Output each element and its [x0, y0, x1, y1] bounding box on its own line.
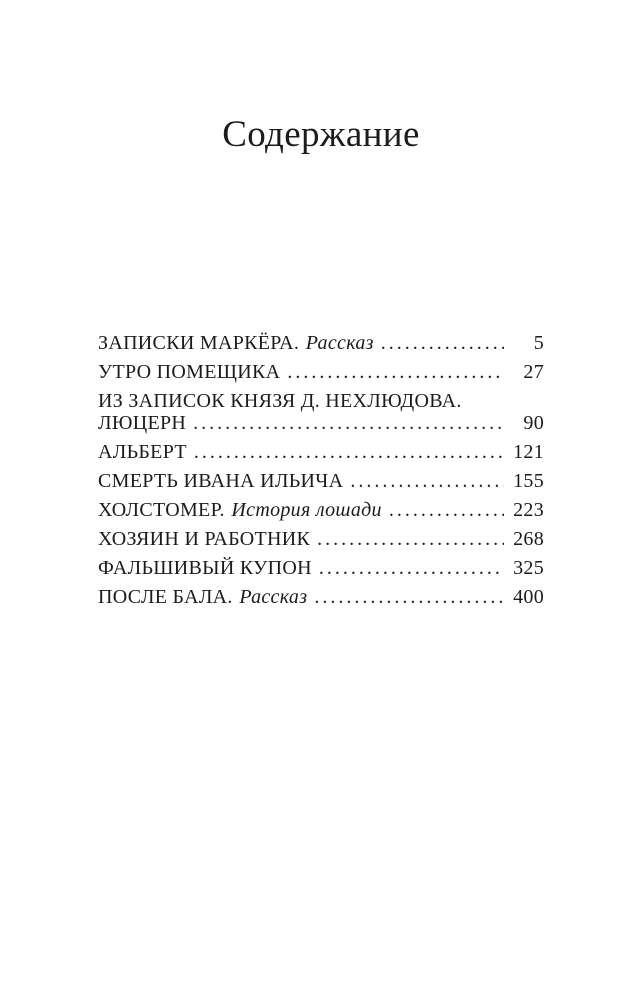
toc-entry-title-text: ХОЗЯИН И РАБОТНИК	[98, 527, 311, 550]
toc-entry-line	[98, 470, 544, 492]
toc-entry-page-number: 400	[513, 585, 544, 608]
toc-entry	[98, 499, 544, 521]
toc-entry-title	[98, 528, 310, 550]
toc-entry-title-text: ЛЮЦЕРН	[98, 411, 187, 434]
toc-entry-line	[98, 557, 544, 579]
toc-entry	[98, 586, 544, 608]
toc-entry	[98, 332, 544, 354]
toc-entry-subtitle: Рассказ	[239, 585, 308, 608]
toc-entry-page-number: 90	[523, 411, 544, 434]
dot-leader	[381, 332, 504, 354]
toc-entry-title	[98, 412, 186, 434]
dot-leader	[319, 557, 504, 579]
toc-entry	[98, 441, 544, 463]
dot-leader	[317, 528, 504, 550]
toc-entry-page-number: 325	[513, 556, 544, 579]
dot-leader	[350, 470, 504, 492]
toc-entry-title	[98, 332, 374, 354]
toc-entry-subtitle: История лошади	[231, 498, 382, 521]
toc-entry-title-text: СМЕРТЬ ИВАНА ИЛЬИЧА	[98, 469, 344, 492]
toc-list	[98, 332, 544, 608]
toc-entry-page-number: 268	[513, 527, 544, 550]
toc-entry-line	[98, 586, 544, 608]
dot-leader	[194, 441, 504, 463]
toc-entry-subtitle: Рассказ	[305, 331, 374, 354]
toc-entry-line	[98, 361, 544, 383]
toc-entry	[98, 528, 544, 550]
toc-entry-page-number: 223	[513, 498, 544, 521]
toc-entry-title-text: УТРО ПОМЕЩИКА	[98, 360, 281, 383]
toc-entry-title-text: ФАЛЬШИВЫЙ КУПОН	[98, 556, 312, 579]
dot-leader	[314, 586, 504, 608]
toc-entry-line	[98, 441, 544, 463]
toc-entry-line	[98, 332, 544, 354]
dot-leader	[389, 499, 504, 521]
toc-entry-title	[98, 586, 307, 608]
toc-entry-title-text: ПОСЛЕ БАЛА.	[98, 585, 233, 608]
toc-entry	[98, 557, 544, 579]
toc-entry-page-number: 27	[523, 360, 544, 383]
toc-content-block	[98, 114, 544, 608]
toc-entry-line	[98, 412, 544, 434]
toc-entry-page-number: 5	[533, 331, 544, 354]
dot-leader	[193, 412, 504, 434]
toc-entry-line	[98, 528, 544, 550]
page-title: Содержание	[222, 114, 420, 155]
toc-entry-title	[98, 361, 280, 383]
toc-entry-pretitle: ИЗ ЗАПИСОК КНЯЗЯ Д. НЕХЛЮДОВА.	[98, 389, 462, 412]
toc-entry-page-number: 155	[513, 469, 544, 492]
dot-leader	[287, 361, 504, 383]
toc-entry-line	[98, 499, 544, 521]
toc-entry-title	[98, 441, 187, 463]
toc-entry-title-text: ЗАПИСКИ МАРКЁРА.	[98, 331, 300, 354]
toc-entry-title	[98, 499, 382, 521]
toc-entry-title-text: ХОЛСТОМЕР.	[98, 498, 225, 521]
toc-entry-page-number: 121	[513, 440, 544, 463]
toc-entry	[98, 361, 544, 383]
toc-entry-title-text: АЛЬБЕРТ	[98, 440, 187, 463]
toc-entry	[98, 470, 544, 492]
toc-entry	[98, 390, 544, 434]
toc-entry-title	[98, 557, 312, 579]
toc-entry-title	[98, 470, 343, 492]
